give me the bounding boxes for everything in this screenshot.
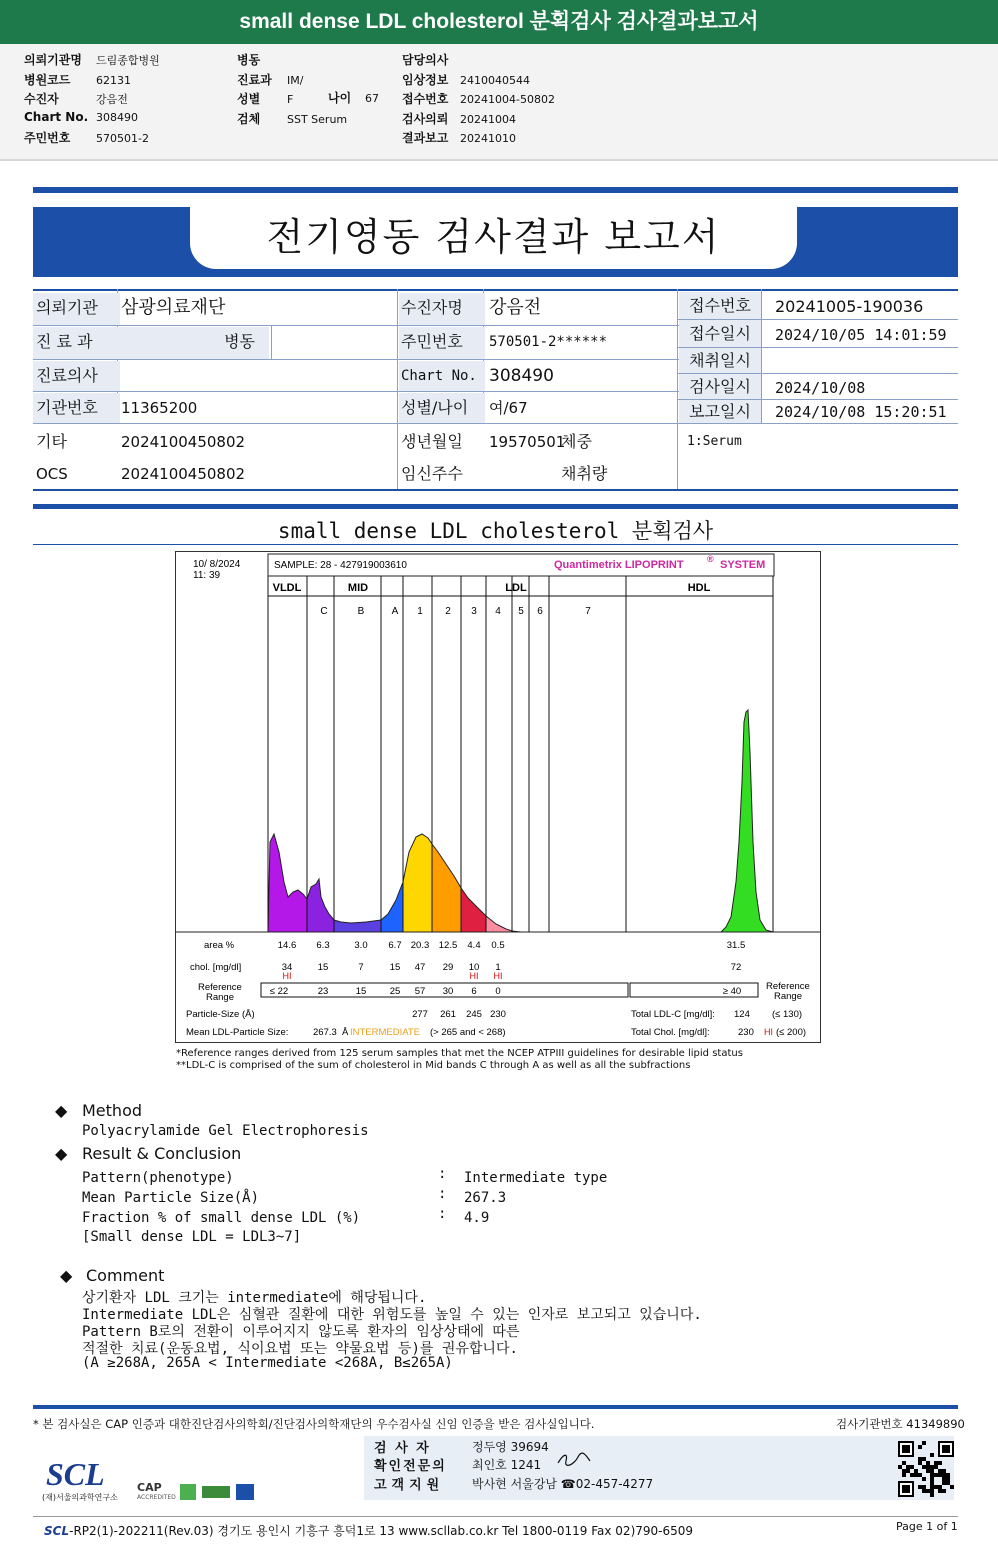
org-label: 의뢰기관: [33, 293, 120, 325]
meta-value: 62131: [96, 73, 131, 87]
method-text: Polyacrylamide Gel Electrophoresis: [82, 1123, 369, 1139]
inst-value: 11365200: [121, 399, 198, 417]
scl-logo: SCL: [46, 1456, 105, 1492]
meta-key: 의뢰기관명: [24, 53, 82, 67]
patient-value: 강음전: [489, 297, 542, 318]
ref-value: 23: [317, 986, 329, 997]
meta-col3-row: [402, 90, 555, 107]
method-heading: Method: [82, 1101, 143, 1120]
meta-col1-row: [24, 90, 128, 107]
system-mark: ®: [707, 554, 714, 564]
meta-value: IM/: [287, 73, 304, 87]
rrn-value: 570501-2******: [489, 334, 608, 350]
dept-value: 병동: [119, 327, 269, 359]
meta-key: 검사의뢰: [402, 111, 449, 126]
comment-heading: Comment: [86, 1266, 165, 1285]
cert-badge-icon-2: [202, 1486, 230, 1498]
meta-value: 308490: [96, 110, 138, 124]
chol-value: 15: [389, 962, 401, 973]
meta-key: 임상정보: [402, 72, 449, 87]
tester-label: 검 사 자: [374, 1441, 431, 1456]
result-sep: :: [438, 1166, 447, 1182]
row-label-chol: chol. [mg/dl]: [190, 962, 242, 973]
meta-col2-row: [237, 110, 347, 127]
area-value: 6.3: [316, 940, 330, 951]
dob-value: 19570501: [489, 433, 566, 451]
report-title: 전기영동 검사결과 보고서: [190, 207, 797, 269]
band-label: 1: [417, 606, 423, 617]
sexage-label: 성별/나이: [399, 393, 485, 423]
result-key: Pattern(phenotype): [82, 1170, 234, 1186]
cert-badge-icon-3: [236, 1484, 254, 1500]
ref-value: 25: [389, 986, 401, 997]
group-label-hdl: HDL: [687, 582, 711, 594]
footer-rule: [33, 1405, 958, 1409]
lipoprint-chart: [175, 551, 821, 1043]
hi-flag: HI: [282, 971, 292, 981]
signature-panel: [364, 1436, 954, 1500]
tester-value: 정두영 39694: [472, 1440, 549, 1454]
result-key: Mean Particle Size(Å): [82, 1190, 260, 1206]
chart-no-label: Chart No.: [399, 361, 485, 391]
mean-size-label: Mean LDL-Particle Size:: [186, 1027, 289, 1038]
address-prefix: SCL: [44, 1524, 70, 1538]
rrn-label: 주민번호: [399, 327, 485, 359]
comment-line: Intermediate LDL은 심혈관 질환에 대한 위험도를 높일 수 있는 인자로 보고되고 있습니다.: [82, 1307, 702, 1323]
mean-size-unit: Å: [342, 1027, 349, 1038]
meta-col1-row: [24, 51, 160, 68]
hdl-ref-label2: Range: [774, 991, 802, 1002]
etc-label: 기타: [36, 432, 67, 451]
area-value: 12.5: [438, 940, 458, 951]
band-label: 2: [445, 606, 451, 617]
result-value: Intermediate type: [464, 1170, 608, 1186]
chart-time: 11: 39: [193, 570, 221, 581]
group-label-vldl: VLDL: [272, 582, 302, 594]
chol-value: 7: [358, 962, 364, 973]
ref-value: 15: [355, 986, 367, 997]
meta-col3-row: [402, 71, 530, 88]
age-label: 나이: [328, 91, 352, 105]
request-meta-panel: [0, 44, 998, 161]
meta-col3-row: [402, 110, 516, 127]
total-ldlc-value: 124: [734, 1009, 750, 1020]
row-label-ref1: Reference: [198, 982, 242, 993]
band-fill-4: [403, 834, 432, 932]
meta-value: 570501-2: [96, 132, 149, 145]
area-value: 4.4: [467, 940, 481, 951]
particle-size-value: 277: [412, 1009, 428, 1020]
comment-line: 상기환자 LDL 크기는 intermediate에 해당됩니다.: [82, 1290, 427, 1306]
hi-flag: HI: [469, 971, 479, 981]
chol-value: 72: [730, 962, 742, 973]
chart-date: 10/ 8/2024: [193, 559, 241, 570]
meta-value: 드림종합병원: [96, 54, 160, 67]
chart-no-value: 308490: [489, 366, 554, 386]
meta-col3-row: [402, 129, 516, 146]
patient-info-table: [33, 289, 958, 491]
age-value: 67: [365, 92, 380, 105]
cert-badge-icon: [180, 1484, 196, 1500]
result-heading: Result & Conclusion: [82, 1144, 242, 1163]
particle-size-value: 245: [466, 1009, 482, 1020]
band-label: 3: [471, 606, 477, 617]
report-dt-label: 보고일시: [679, 400, 761, 423]
band-label: B: [357, 606, 365, 617]
meta-key: 진료과: [237, 72, 272, 87]
confirm-label: 확인전문의: [374, 1459, 447, 1474]
meta-value: 2410040544: [460, 73, 530, 87]
top-rule: [33, 187, 958, 193]
chart-sample: SAMPLE: 28 - 427919003610: [274, 560, 407, 571]
preg-label: 임신주수: [401, 464, 463, 483]
band-fill-0: [268, 834, 307, 932]
meta-key: 주민번호: [24, 131, 71, 145]
footer-divider: [33, 1516, 958, 1517]
meta-key: 담당의사: [402, 53, 449, 67]
hdl-peak: [721, 710, 773, 932]
test-dt-value: 2024/10/08: [775, 379, 866, 397]
result-sep: :: [438, 1186, 447, 1202]
weight-label: 체중: [561, 432, 592, 451]
section-rule: [33, 504, 958, 509]
chol-value: 1: [495, 962, 501, 973]
chol-value: 47: [414, 962, 426, 973]
area-value: 6.7: [388, 940, 402, 951]
chol-value: 15: [317, 962, 329, 973]
urine-label: 채취량: [561, 464, 608, 483]
meta-key: 병동: [237, 53, 261, 67]
band-label: 5: [518, 606, 524, 617]
area-value: 3.0: [354, 940, 368, 951]
row-label-ref2: Range: [206, 992, 234, 1003]
chol-value: 34: [281, 962, 293, 973]
etc-value: 2024100450802: [121, 433, 246, 451]
result-value: 267.3: [464, 1190, 507, 1206]
doctor-label: 진료의사: [33, 361, 120, 391]
support-label: 고객지원: [374, 1478, 445, 1493]
support-value: 박사현 서울강남 ☎02-457-4277: [472, 1477, 654, 1491]
qr-code-icon: [898, 1441, 954, 1497]
ocs-value: 2024100450802: [121, 465, 246, 483]
area-value: 31.5: [726, 940, 746, 951]
row-label-area: area %: [204, 940, 235, 951]
lipoprint-svg: [176, 552, 820, 1042]
scl-logo-sub: (재)서울의과학연구소: [42, 1493, 118, 1502]
recv-dt-value: 2024/10/05 14:01:59: [775, 326, 947, 344]
mean-size-range: (> 265 and < 268): [430, 1027, 506, 1038]
meta-col2-row: [237, 51, 287, 68]
meta-value: 강음전: [96, 93, 128, 106]
ref-value: 6: [471, 986, 477, 997]
total-chol-hi: HI: [764, 1027, 773, 1037]
ref-value: 30: [442, 986, 454, 997]
total-chol-value: 230: [738, 1027, 754, 1038]
chol-value: 29: [442, 962, 454, 973]
total-ldlc-label: Total LDL-C [mg/dl]:: [631, 1009, 715, 1020]
comment-bullet-icon: ◆: [60, 1266, 73, 1285]
area-value: 20.3: [410, 940, 430, 951]
cap-logo: CAP: [137, 1481, 162, 1494]
meta-key: 성별: [237, 92, 261, 106]
meta-key: 검체: [237, 111, 261, 126]
hdl-ref-value: ≥ 40: [722, 986, 742, 997]
mean-size-class: INTERMEDIATE: [350, 1027, 421, 1038]
meta-col2-row: [237, 90, 293, 107]
hdl-ref-label1: Reference: [766, 981, 810, 992]
system-suffix: SYSTEM: [720, 559, 766, 571]
meta-value: F: [287, 93, 294, 106]
cap-logo-sub: ACCREDITED: [137, 1494, 176, 1501]
section-underline: [33, 544, 958, 545]
age-field: [328, 89, 379, 106]
recv-dt-label: 접수일시: [679, 320, 761, 347]
meta-col3-row: [402, 51, 460, 68]
ref-value: 57: [414, 986, 426, 997]
meta-key: 수진자: [24, 92, 59, 106]
band-label: 7: [585, 606, 591, 617]
ocs-label: OCS: [36, 465, 68, 483]
recv-no-label: 접수번호: [679, 292, 761, 319]
method-bullet-icon: ◆: [55, 1101, 68, 1120]
band-label: 4: [495, 606, 501, 617]
comment-line: 적절한 치료(운동요법, 식이요법 또는 약물요법 등)를 권유합니다.: [82, 1341, 518, 1357]
mean-size-value: 267.3: [313, 1027, 337, 1038]
collect-label: 채취일시: [679, 348, 761, 373]
result-bullet-icon: ◆: [55, 1144, 68, 1163]
inst-label: 기관번호: [33, 393, 120, 423]
meta-key: 접수번호: [402, 92, 449, 106]
page-number: Page 1 of 1: [896, 1520, 958, 1533]
band-label: A: [391, 606, 399, 617]
particle-size-value: 261: [440, 1009, 456, 1020]
total-ldlc-ref: (≤ 130): [772, 1009, 803, 1020]
result-sep: :: [438, 1206, 447, 1222]
meta-col2-row: [237, 71, 303, 88]
area-value: 14.6: [277, 940, 297, 951]
recv-no-value: 20241005-190036: [775, 297, 924, 316]
area-value: 0.5: [491, 940, 505, 951]
total-chol-label: Total Chol. [mg/dl]:: [631, 1027, 710, 1038]
cert-note: * 본 검사실은 CAP 인증과 대한진단검사의학회/진단검사의학재단의 우수검사실 신임 인증을 받은 검사실입니다.: [33, 1417, 595, 1431]
hi-flag: HI: [493, 971, 503, 981]
patient-label: 수진자명: [399, 293, 485, 325]
meta-value: SST Serum: [287, 112, 348, 126]
dob-label: 생년월일: [401, 432, 463, 451]
chol-value: 10: [468, 962, 480, 973]
result-key: Fraction % of small dense LDL (%): [82, 1210, 361, 1226]
band-label: C: [320, 606, 328, 617]
test-dt-label: 검사일시: [679, 374, 761, 399]
particle-size-label: Particle-Size (Å): [186, 1009, 255, 1020]
meta-value: 20241004: [460, 112, 516, 126]
meta-value: 20241004-50802: [460, 93, 555, 106]
group-label-mid: MID: [347, 582, 369, 594]
specimen-value: 1:Serum: [687, 434, 742, 449]
report-banner-title: small dense LDL cholesterol 분획검사 검사결과보고서: [0, 0, 998, 44]
address-text: -RP2(1)-202211(Rev.03) 경기도 용인시 기흥구 흥덕1로 13 www.scllab.co.kr Tel 1800-0119 Fax 02)790-6509: [69, 1524, 694, 1538]
meta-key: 결과보고: [402, 131, 449, 145]
particle-size-value: 230: [490, 1009, 506, 1020]
comment-line: Pattern B로의 전환이 이루어지지 않도록 환자의 임상상태에 따른: [82, 1324, 520, 1340]
dept-label: 진 료 과: [33, 327, 120, 359]
meta-col1-row: [24, 110, 138, 124]
meta-key: 병원코드: [24, 72, 71, 87]
org-value: 삼광의료재단: [121, 297, 226, 318]
report-dt-value: 2024/10/08 15:20:51: [775, 403, 947, 421]
comment-line: (A ≥268A, 265A < Intermediate <268A, B≤265A): [82, 1355, 453, 1371]
meta-value: 20241010: [460, 132, 516, 145]
band-fill-5: [432, 844, 461, 932]
band-fill-6: [461, 888, 486, 932]
result-value: 4.9: [464, 1210, 490, 1226]
ref-value: ≤ 22: [269, 986, 289, 997]
footnote-1: *Reference ranges derived from 125 serum samples that met the NCEP ATPIII guidelines for desirable lipid status: [176, 1048, 743, 1059]
meta-key: Chart No.: [24, 109, 89, 124]
confirm-value: 최인호 1241: [472, 1458, 542, 1472]
footnote-2: **LDL-C is comprised of the sum of cholesterol in Mid bands C through A as well as all the subfractions: [176, 1060, 691, 1071]
section-title: small dense LDL cholesterol 분획검사: [277, 519, 714, 543]
meta-col1-row: [24, 129, 149, 146]
result-note: [Small dense LDL = LDL3~7]: [82, 1229, 302, 1245]
meta-col1-row: [24, 71, 131, 88]
address-line: [44, 1522, 693, 1539]
inst-no: 검사기관번호 41349890: [836, 1417, 965, 1431]
total-chol-ref: (≤ 200): [776, 1027, 807, 1038]
signature-icon: [556, 1451, 592, 1467]
ref-value: 0: [495, 986, 501, 997]
band-label: 6: [537, 606, 543, 617]
sexage-value: 여/67: [489, 399, 528, 417]
system-name: Quantimetrix LIPOPRINT: [554, 559, 684, 571]
group-label-ldl: LDL: [505, 582, 527, 594]
